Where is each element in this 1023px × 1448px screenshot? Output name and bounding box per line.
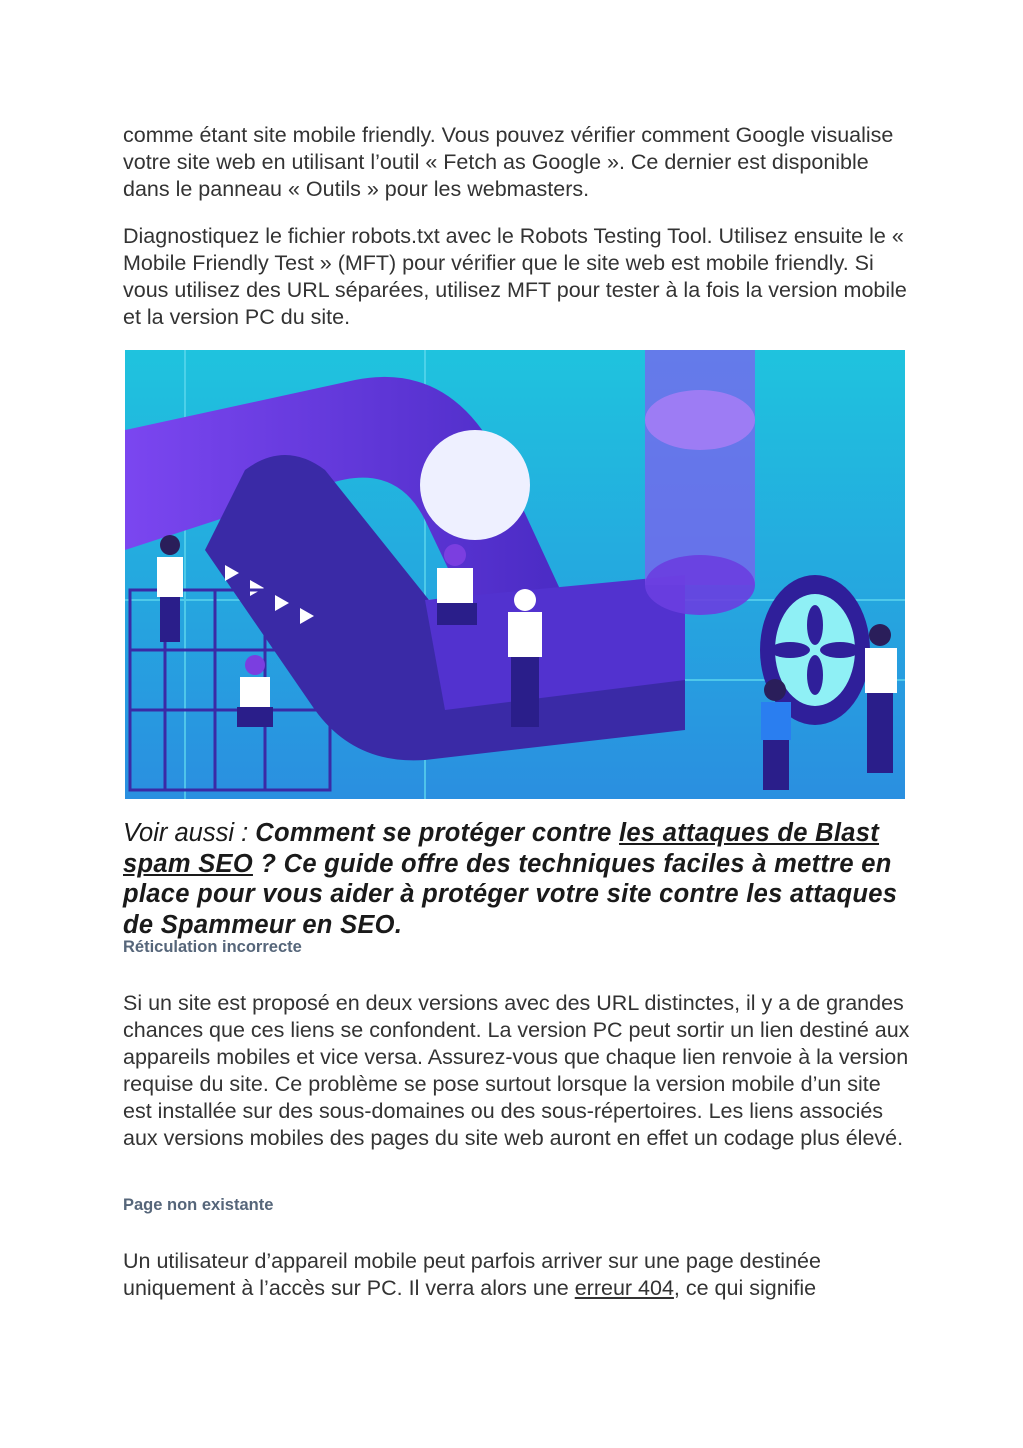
paragraph-robots-testing: Diagnostiquez le fichier robots.txt avec le Robots Testing Tool. Utilisez ensuite le « Mobile Friendly Test » (MFT) pour vérifier que le site web est mobile friendly. Si vous utilisez des URL séparées, utilisez MFT pour tester à la fois la version mobile et la version PC du site.	[123, 224, 907, 329]
see-also-block	[123, 818, 923, 940]
paragraph-page-non-existante	[123, 1248, 913, 1302]
heading-page-non-existante: Page non existante	[123, 1196, 274, 1214]
white-sphere	[420, 430, 530, 540]
blast-spam-seo-link[interactable]: les attaques de Blast spam SEO	[123, 819, 880, 878]
paragraph-fetch-as-google: comme étant site mobile friendly. Vous pouvez vérifier comment Google visualise votre site web en utilisant l’outil « Fetch as Google ». Ce dernier est disponible dans le panneau « Outils » pour les webmasters.	[123, 123, 894, 201]
see-also-text: Comment se protéger contre	[255, 819, 620, 847]
paragraph-text: Un utilisateur d’appareil mobile peut parfois arriver sur une page destinée uniquement à l’accès sur PC. Il verra alors une	[123, 1249, 821, 1300]
see-also-text-rest: ? Ce guide offre des techniques faciles à mettre en place pour vous aider à protéger votre site contre les attaques de Spammeur en SEO.	[123, 849, 898, 939]
paragraph-text-end: , ce qui signifie	[673, 1276, 817, 1300]
heading-reticulation: Réticulation incorrecte	[123, 938, 302, 956]
paragraph-reticulation: Si un site est proposé en deux versions avec des URL distinctes, il y a de grandes chances que ces liens se confondent. La version PC peut sortir un lien destiné aux appareils mobiles et vice versa. Assurez-vous que chaque lien renvoie à la version requise du site. Ce problème se pose surtout lorsque la version mobile d’un site est installée sur des sous-domaines ou des sous-répertoires. Les liens associés aux versions mobiles des pages du site web auront en effet un codage plus élevé.	[123, 991, 910, 1150]
illustration-pipe-workers	[125, 350, 905, 799]
vertical-cylinder	[645, 350, 755, 585]
erreur-404-link[interactable]: erreur 404	[574, 1276, 674, 1300]
see-also-lead: Voir aussi :	[123, 819, 256, 847]
